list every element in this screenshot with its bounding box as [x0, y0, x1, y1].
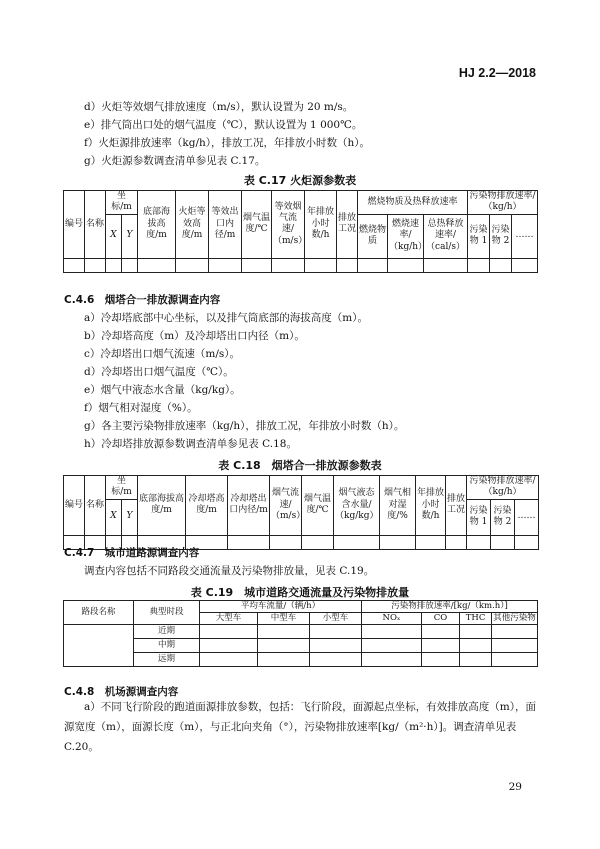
col-pollutant-1: 污染物 1 — [467, 499, 491, 535]
col-combustion: 燃烧物质及热释放速率 — [358, 191, 468, 215]
c47-text: 调查内容包括不同路段交通流量及污染物排放量，见表 C.19。 — [84, 565, 375, 577]
col-outlet-diam: 冷却塔出口内径/m — [228, 476, 270, 536]
table-c18 — [63, 475, 539, 550]
c46-item-a: a）冷却塔底部中心坐标，以及排气筒底部的海拔高度（m）。 — [84, 312, 368, 324]
c46-item-d: d）冷却塔出口烟气温度（℃）。 — [84, 366, 234, 378]
col-outlet-diam: 等效出口内径/m — [209, 191, 242, 259]
table-c19 — [63, 600, 538, 667]
col-burn-material: 燃烧物质 — [358, 214, 388, 258]
col-flare-height: 火炬等效高度/m — [176, 191, 209, 259]
flare-item-d: d）火炬等效烟气排放速度（m/s），默认设置为 20 m/s。 — [84, 101, 354, 113]
c46-item-b: b）冷却塔高度（m）及冷却塔出口内径（m）。 — [84, 330, 305, 342]
flare-item-e: e）排气筒出口处的烟气温度（℃），默认设置为 1 000℃。 — [84, 119, 363, 131]
table-row — [64, 258, 538, 272]
col-water-content: 烟气液态含水量/（kg/kg） — [334, 476, 380, 536]
col-large: 大型车 — [200, 613, 258, 625]
section-c47-title: C.4.7 城市道路源调查内容 — [64, 547, 200, 559]
period-near: 近期 — [134, 625, 200, 639]
col-thc: THC — [460, 613, 492, 625]
table-c18-caption: 表 C.18 烟塔合一排放源参数表 — [218, 459, 382, 472]
col-nox: NOₓ — [362, 613, 422, 625]
col-annual-hours: 年排放小时数/h — [416, 476, 446, 536]
page-number: 29 — [508, 781, 522, 793]
col-small: 小型车 — [310, 613, 362, 625]
standard-header: HJ 2.2—2018 — [458, 66, 536, 80]
c46-item-e: e）烟气中液态水含量（kg/kg）。 — [84, 384, 241, 396]
table-c19-caption: 表 C.19 城市道路交通流量及污染物排放量 — [190, 586, 410, 599]
col-road-name: 路段名称 — [64, 601, 134, 625]
col-x: X — [106, 499, 122, 535]
flare-item-f: f）火炬源排放速率（kg/h），排放工况，年排放小时数（h）。 — [84, 137, 371, 149]
c46-item-c: c）冷却塔出口烟气流速（m/s）。 — [84, 348, 241, 360]
col-name: 名称 — [85, 476, 106, 536]
col-pollutant-2: 污染物 2 — [491, 499, 515, 535]
col-emission-rate: 污染物排放速率/[kg/（km.h）] — [362, 601, 538, 613]
col-coord: 坐标/m — [106, 191, 138, 215]
col-gas-velocity: 烟气流速/（m/s） — [270, 476, 302, 536]
col-medium: 中型车 — [258, 613, 310, 625]
col-ellipsis: …… — [512, 214, 538, 258]
section-c46-title: C.4.6 烟塔合一排放源调查内容 — [64, 294, 221, 306]
col-no: 编号 — [64, 476, 85, 536]
col-heat-release: 总热释放速率/（cal/s） — [424, 214, 468, 258]
col-pollutant-rate: 污染物排放速率/（kg/h） — [467, 476, 539, 500]
section-c48-title: C.4.8 机场源调查内容 — [64, 686, 179, 698]
col-ellipsis: …… — [515, 499, 539, 535]
col-y: Y — [122, 214, 138, 258]
col-base-alt: 底部海拔高度/m — [138, 191, 176, 259]
col-humidity: 烟气相对湿度/% — [380, 476, 416, 536]
col-y: Y — [122, 499, 138, 535]
table-row — [64, 639, 538, 653]
col-x: X — [106, 214, 122, 258]
col-no: 编号 — [64, 191, 85, 259]
col-annual-hours: 年排放小时数/h — [305, 191, 337, 259]
c48-text: a）不同飞行阶段的跑道面源排放参数，包括：飞行阶段，面源起点坐标，有效排放高度（m），面源宽度（m），面源长度（m），与正北向夹角（°），污染物排放速率[kg/（m²·h）]。调查清单见表 C.20。 — [64, 701, 536, 753]
col-coord: 坐标/m — [106, 476, 138, 500]
table-c17 — [63, 190, 538, 273]
col-co: CO — [422, 613, 460, 625]
table-row — [64, 653, 538, 667]
col-gas-velocity: 等效烟气流速/（m/s） — [272, 191, 305, 259]
col-condition: 排放工况 — [446, 476, 467, 536]
col-name: 名称 — [85, 191, 106, 259]
col-burn-rate: 燃烧速率/（kg/h） — [388, 214, 424, 258]
col-pollutant-rate: 污染物排放速率/（kg/h） — [469, 191, 536, 213]
c46-item-h: h）冷却塔排放源参数调查清单参见表 C.18。 — [84, 438, 297, 450]
col-condition: 排放工况 — [337, 191, 358, 259]
c46-item-f: f）烟气相对湿度（%）。 — [84, 402, 198, 414]
c46-item-g: g）各主要污染物排放速率（kg/h），排放工况，年排放小时数（h）。 — [84, 420, 405, 432]
col-gas-temp: 烟气温度/℃ — [302, 476, 334, 536]
col-pollutant-2: 污染物 2 — [490, 214, 512, 258]
col-base-alt: 底部海拔高度/m — [138, 476, 186, 536]
period-far: 远期 — [134, 653, 200, 667]
period-mid: 中期 — [134, 639, 200, 653]
col-tower-height: 冷却塔高度/m — [186, 476, 228, 536]
col-avg-flow: 平均车流量/（辆/h） — [200, 601, 362, 613]
col-gas-temp: 烟气温度/℃ — [242, 191, 272, 259]
col-other: 其他污染物 — [493, 613, 536, 624]
table-c17-caption: 表 C.17 火炬源参数表 — [243, 174, 357, 187]
table-row — [64, 625, 538, 639]
col-period: 典型时段 — [134, 601, 200, 625]
flare-item-g: g）火炬源参数调查清单参见表 C.17。 — [84, 155, 266, 167]
col-pollutant-1: 污染物 1 — [468, 214, 490, 258]
